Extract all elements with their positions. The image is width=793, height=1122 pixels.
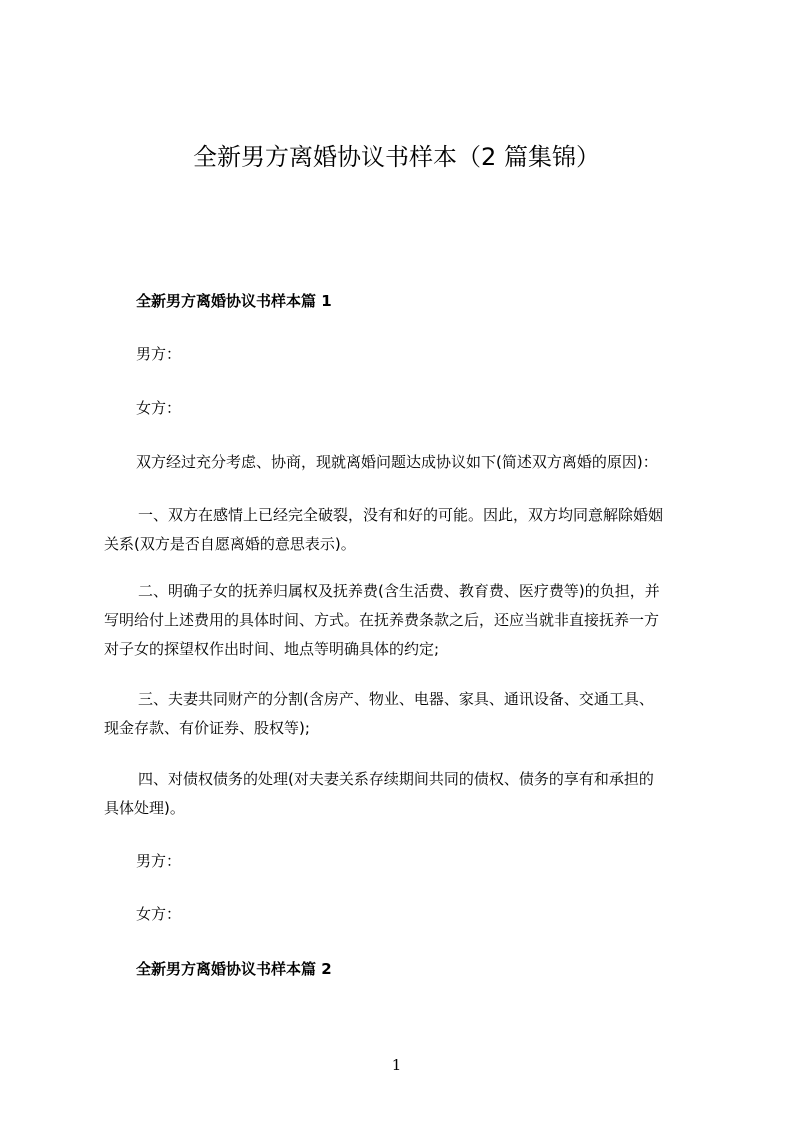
clause-3 (104, 688, 654, 739)
clause-4 (104, 768, 654, 819)
clause-4-line-2: 具体处理)。 (104, 799, 185, 817)
clause-2-line-1: 二、明确子女的抚养归属权及抚养费(含生活费、教育费、医疗费等)的负担，并 (138, 582, 660, 600)
female-party-label: 女方： (136, 399, 182, 417)
section-1-heading: 全新男方离婚协议书样本篇 1 (136, 292, 332, 310)
clause-2-line-2: 写明给付上述费用的具体时间、方式。在抚养费条款之后，还应当就非直接抚养一方 (104, 611, 660, 629)
clause-2-line-3: 对子女的探望权作出时间、地点等明确具体的约定; (104, 640, 440, 658)
male-signature-label: 男方： (136, 852, 182, 870)
male-party-label: 男方： (136, 345, 182, 363)
clause-1-line-1: 一、双方在感情上已经完全破裂，没有和好的可能。因此，双方均同意解除婚姻 (138, 506, 664, 524)
clause-1 (104, 504, 663, 555)
document-title: 全新男方离婚协议书样本（2 篇集锦） (193, 143, 600, 171)
clause-4-line-1: 四、对债权债务的处理(对夫妻关系存续期间共同的债权、债务的享有和承担的 (138, 770, 654, 788)
clause-3-line-1: 三、夫妻共同财产的分割(含房产、物业、电器、家具、通讯设备、交通工具、 (138, 690, 654, 708)
agreement-intro: 双方经过充分考虑、协商，现就离婚问题达成协议如下(简述双方离婚的原因)： (136, 453, 658, 471)
clause-3-line-2: 现金存款、有价证券、股权等); (104, 719, 310, 737)
female-signature-label: 女方： (136, 905, 182, 923)
page-number: 1 (391, 1056, 402, 1074)
clause-2 (104, 580, 660, 660)
clause-1-line-2: 关系(双方是否自愿离婚的意思表示)。 (104, 535, 356, 553)
section-2-heading: 全新男方离婚协议书样本篇 2 (136, 960, 332, 978)
